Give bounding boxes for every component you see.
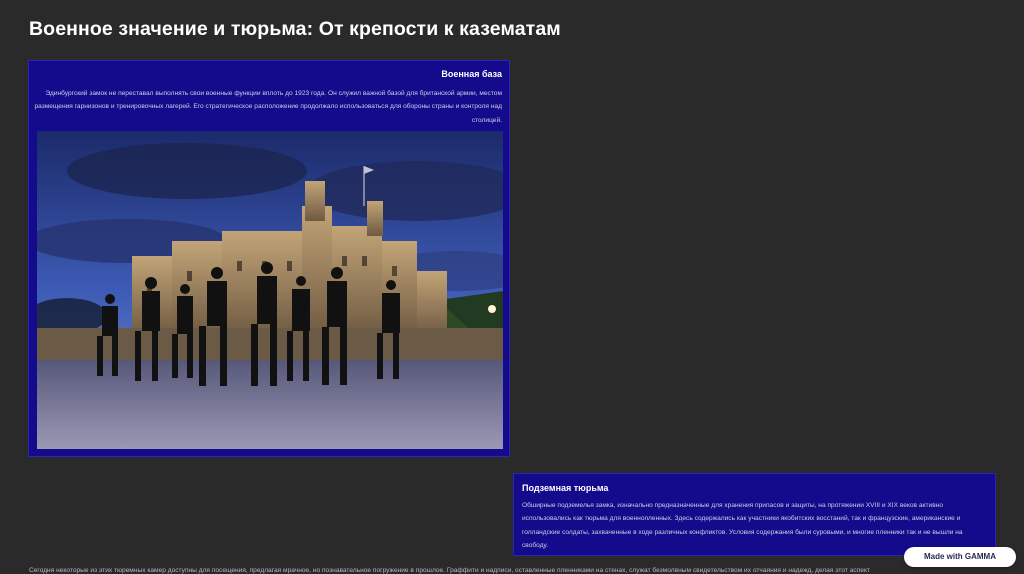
made-with-gamma-button[interactable]: Made with GAMMA: [904, 547, 1016, 567]
military-base-text: Эдинбургский замок не переставал выполнять свои военные функции вплоть до 1923 года. Он служил важной базой для британской армии, местом размещения гарнизонов и тренировочных лагерей. Его стратегическое расположение продолжало использоваться для обороны страны и контроля над столицей.: [34, 90, 502, 124]
underground-prison-text: Обширные подземелья замка, изначально предназначенные для хранения припасов и защиты, на протяжении XVIII и XIX веков активно использовались как тюрьма для военнопленных. Здесь содержались как участники якобитских восстаний, так и французские, американские и голландские солдаты, захваченные в ходе различных конфликтов. Условия содержания были суровыми, и многие пленники так и не вышли на свободу.: [522, 502, 963, 550]
castle-soldiers-photo: [37, 131, 503, 449]
military-base-card: [28, 60, 510, 457]
slide-title: Военное значение и тюрьма: От крепости к казематам: [29, 18, 561, 40]
military-base-heading: Военная база: [441, 69, 502, 79]
underground-prison-heading: Подземная тюрьма: [522, 483, 609, 493]
footer-text: Сегодня некоторые из этих тюремных камер доступны для посещения, предлагая мрачное, но познавательное погружение в прошлое. Граффити и надписи, оставленные пленниками на стенах, служат безмолвным свидетельством их отчаяния и надежд, делая этот аспект: [29, 567, 870, 574]
underground-prison-card: [513, 473, 996, 556]
